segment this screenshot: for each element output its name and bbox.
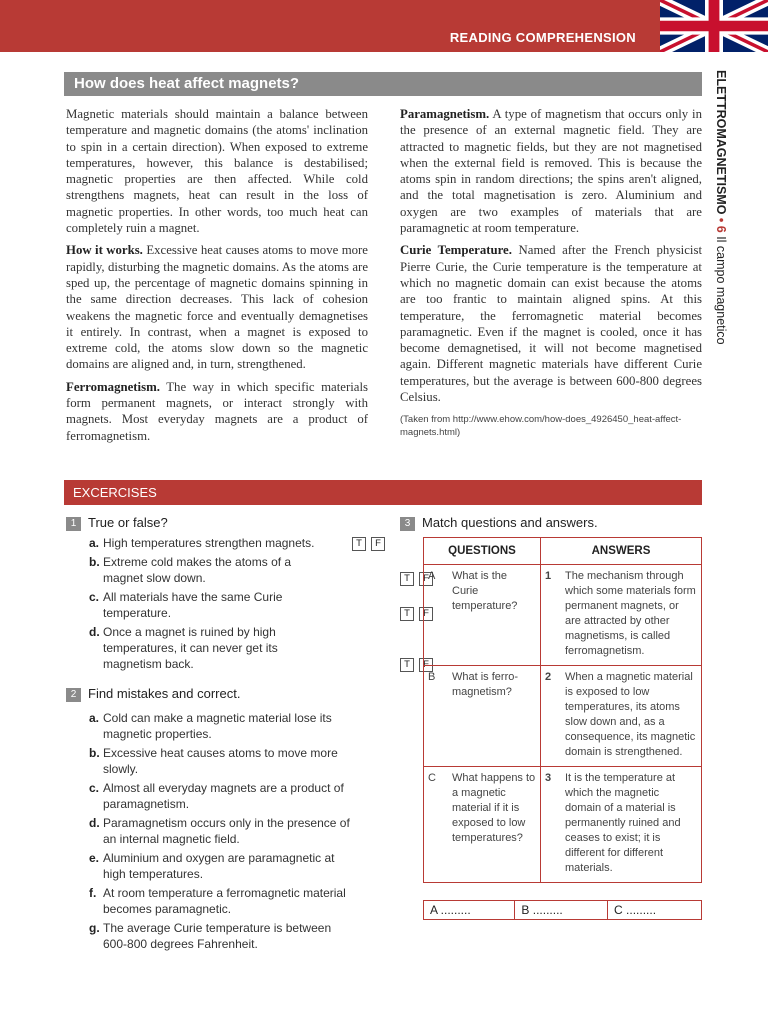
exercises-bar — [64, 480, 702, 505]
false-box[interactable]: F — [419, 658, 433, 672]
article-title-bar — [64, 72, 702, 96]
answer-slot-a[interactable]: A ......... — [424, 901, 515, 920]
article-column-right — [400, 106, 702, 439]
answer-slot-c[interactable]: C ......... — [608, 901, 702, 920]
chapter-side-tab: ELETTROMAGNETISMO • 6 Il campo magnetico — [714, 70, 728, 345]
curie-paragraph: Curie Temperature. Named after the French physicist Pierre Curie, the Curie temperature is the temperature at which no magnetic domain can exist because the atoms are too frantic to maintain aligned spins. At this temperature, the ferromagnetic material becomes paramagnetic. Even if the magnet is cooled, once it has become demagnetised, it will not become magnetised again. Different magnetic materials have different Curie temperatures, but the average is between 600-800 degrees Celsius. — [400, 243, 703, 405]
list-item: e. Aluminium and oxygen are paramagnetic at high temperatures. — [89, 851, 335, 881]
table-row — [424, 666, 702, 767]
false-box[interactable]: F — [371, 537, 385, 551]
article-title: How does heat affect magnets? — [74, 75, 300, 92]
section-label: READING COMPREHENSION — [449, 30, 636, 45]
list-item: c. All materials have the same Curie temperature. T F — [89, 589, 371, 621]
answer-text: When a magnetic material is exposed to low temperatures, its atoms slow down and, as a consequence, its magnetic domain is strengthened. — [563, 666, 702, 767]
answer-number: 1 — [541, 565, 564, 666]
questions-header: QUESTIONS — [424, 538, 541, 565]
how-it-works-paragraph: How it works. Excessive heat causes atoms to move more rapidly, disturbing the magnetic domains. As the atoms are sped up, the percentage of magnetic domains spinning in the same direction decreases. This lack of cohesion weakens the magnetic force and eventually demagnetises it entirely. In contrast, when a magnet is exposed to extreme cold, the atoms slow down so the magnetic domains are aligned and, in turn, strengthened. — [66, 243, 368, 372]
list-item: a. Cold can make a magnetic material lose its magnetic properties. — [89, 711, 332, 741]
false-box[interactable]: F — [419, 607, 433, 621]
question-label: C — [424, 767, 451, 883]
uk-flag-icon — [660, 0, 768, 52]
article-column-left — [66, 106, 368, 450]
exercise-3-heading: 3 Match questions and answers. — [400, 515, 598, 531]
exercises-title: EXCERCISES — [73, 485, 157, 500]
table-row — [424, 565, 702, 666]
question-label: A — [424, 565, 451, 666]
question-text: What is ferro-magnetism? — [450, 666, 541, 767]
exercise-2-heading: 2 Find mistakes and correct. — [66, 686, 240, 702]
match-table — [423, 537, 702, 883]
list-item: a. High temperatures strengthen magnets. T F — [89, 535, 385, 551]
list-item: f. At room temperature a ferromagnetic material becomes paramagnetic. — [89, 886, 346, 916]
true-box[interactable]: T — [400, 572, 414, 586]
source-citation: (Taken from http://www.ehow.com/how-does_4926450_heat-affect-magnets.html) — [400, 414, 682, 439]
true-box[interactable]: T — [400, 607, 414, 621]
intro-paragraph: Magnetic materials should maintain a balance between temperature and magnetic domains (the atoms' inclination to spin in a certain direction). When exposed to extreme temperatures, however, this balance is destabilised; magnetic properties are then affected. While cold strengthens magnets, heat can result in the loss of magnetic properties. In other words, too much heat can completely ruin a magnet. — [66, 107, 368, 236]
true-box[interactable]: T — [352, 537, 366, 551]
ferromagnetism-paragraph: Ferromagnetism. The way in which specific materials form permanent magnets, or interact strongly with magnets. Most everyday magnets are a product of ferromagnetism. — [66, 379, 368, 443]
answer-slots — [423, 900, 702, 920]
list-item: b. Excessive heat causes atoms to move more slowly. — [89, 746, 338, 776]
exercise-1-heading: 1 True or false? — [66, 515, 168, 531]
paramagnetism-paragraph: Paramagnetism. A type of magnetism that occurs only in the presence of an external magnetic field. They are attracted to magnetic fields, but they are not magnetised when the external field is removed. This is because the atoms spin in random directions; the spins aren't aligned, and the total magnetisation is zero. Aluminium and oxygen are two examples of materials that are paramagnetic at room temperature. — [400, 107, 702, 236]
true-box[interactable]: T — [400, 658, 414, 672]
answer-slot-b[interactable]: B ......... — [515, 901, 608, 920]
answer-number: 2 — [541, 666, 564, 767]
answer-text: It is the temperature at which the magnetic domain of a material is permanently ruined and ceases to exist; it is different for different materials. — [563, 767, 702, 883]
table-row — [424, 767, 702, 883]
list-item: g. The average Curie temperature is between 600-800 degrees Fahrenheit. — [89, 921, 332, 951]
list-item: d. Paramagnetism occurs only in the presence of an internal magnetic field. — [89, 816, 350, 846]
exercise-number: 1 — [66, 517, 81, 531]
answers-header: ANSWERS — [541, 538, 702, 565]
exercise-2-list — [89, 710, 351, 955]
question-label: B — [424, 666, 451, 767]
false-box[interactable]: F — [419, 572, 433, 586]
exercise-number: 3 — [400, 517, 415, 531]
list-item: b. Extreme cold makes the atoms of a magnet slow down. T F — [89, 554, 371, 586]
exercise-number: 2 — [66, 688, 81, 702]
exercise-1-list — [89, 535, 429, 675]
list-item: c. Almost all everyday magnets are a product of paramagnetism. — [89, 781, 344, 811]
answer-text: The mechanism through which some materials form permanent magnets, or are attracted by other magnetisms, is called ferromagnetism. — [563, 565, 702, 666]
answer-number: 3 — [541, 767, 564, 883]
question-text: What happens to a magnetic material if it is exposed to low temperatures? — [450, 767, 541, 883]
header-bar — [0, 0, 660, 52]
question-text: What is the Curie temperature? — [450, 565, 541, 666]
list-item: d. Once a magnet is ruined by high temperatures, it can never get its magnetism back. T F — [89, 624, 371, 672]
